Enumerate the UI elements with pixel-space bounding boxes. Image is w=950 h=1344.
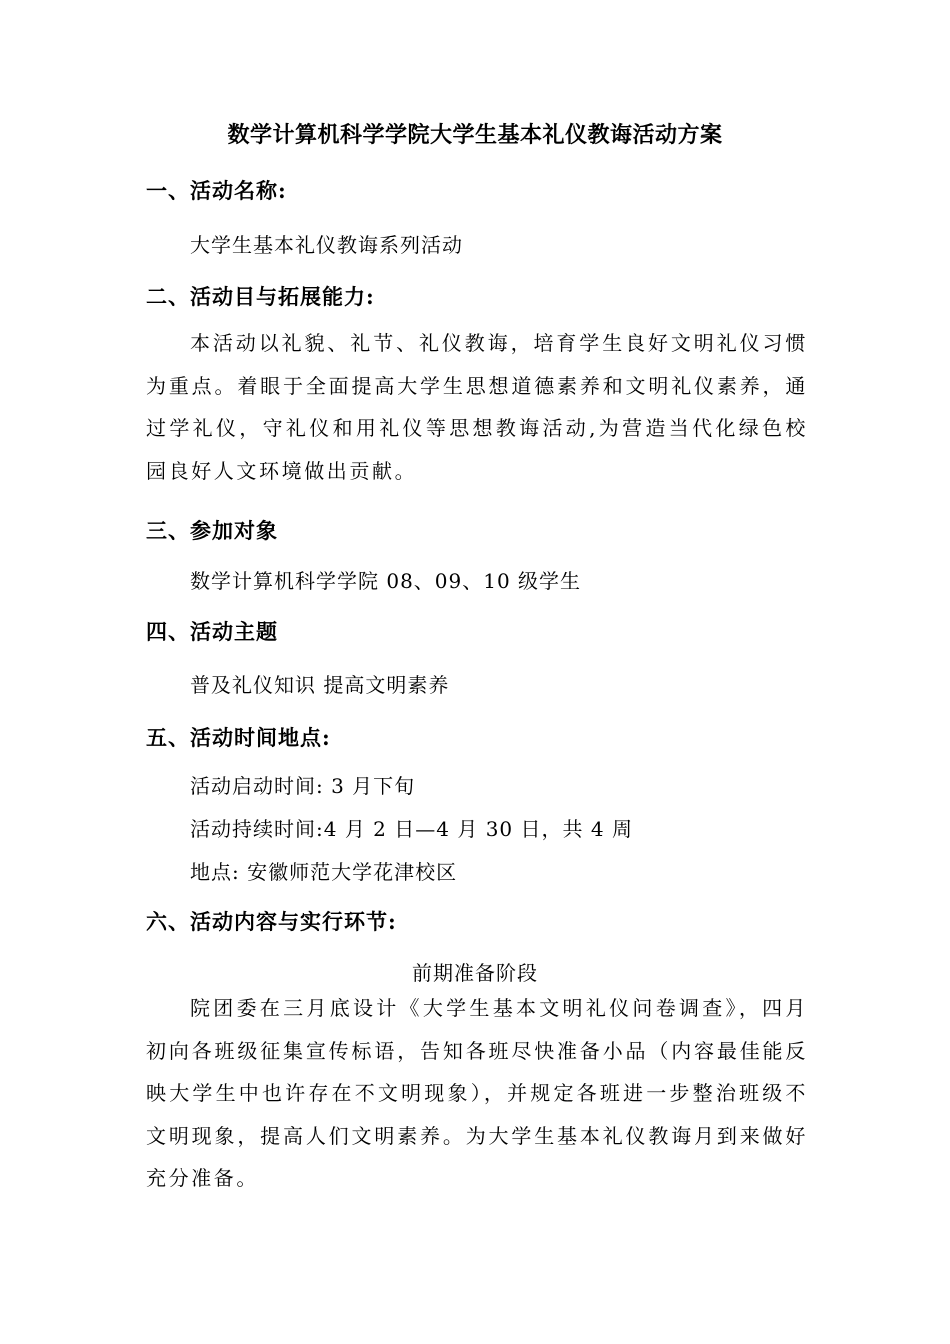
preparation-paragraph: 院团委在三月底设计《大学生基本文明礼仪问卷调查》，四月初向各班级征集宣传标语，告知各班尽快准备小品（内容最佳能反映大学生中也许存在不文明现象），并规定各班进一步整治班级不文明现象，提高人们文明素养。为大学生基本礼仪教诲月到来做好充分准备。	[146, 996, 808, 1190]
duration-text: 活动持续时间:4 月 2 日—4 月 30 日，共 4 周	[190, 817, 633, 841]
activity-goal-paragraph: 本活动以礼貌、礼节、礼仪教诲，培育学生良好文明礼仪习惯为重点。着眼于全面提高大学生思想道德素养和文明礼仪素养，通过学礼仪，守礼仪和用礼仪等思想教诲活动,为营造当代化绿色校园良好人文环境做出贡献。	[146, 331, 808, 483]
activity-theme-text: 普及礼仪知识 提高文明素养	[190, 673, 450, 697]
heading-participants: 三、参加对象	[146, 518, 278, 543]
heading-activity-name: 一、活动名称:	[146, 178, 287, 203]
heading-activity-goal: 二、活动目与拓展能力:	[146, 284, 375, 309]
location-text: 地点: 安徽师范大学花津校区	[190, 860, 458, 884]
activity-name-text: 大学生基本礼仪教诲系列活动	[190, 233, 463, 257]
participants-text: 数学计算机科学学院 08、09、10 级学生	[190, 569, 582, 593]
start-time-text: 活动启动时间: 3 月下旬	[190, 774, 416, 798]
phase-title: 前期准备阶段	[412, 961, 538, 985]
heading-content-steps: 六、活动内容与实行环节:	[146, 909, 397, 934]
document-title: 数学计算机科学学院大学生基本礼仪教诲活动方案	[227, 122, 723, 148]
heading-activity-theme: 四、活动主题	[146, 619, 278, 644]
heading-time-location: 五、活动时间地点:	[146, 725, 331, 750]
